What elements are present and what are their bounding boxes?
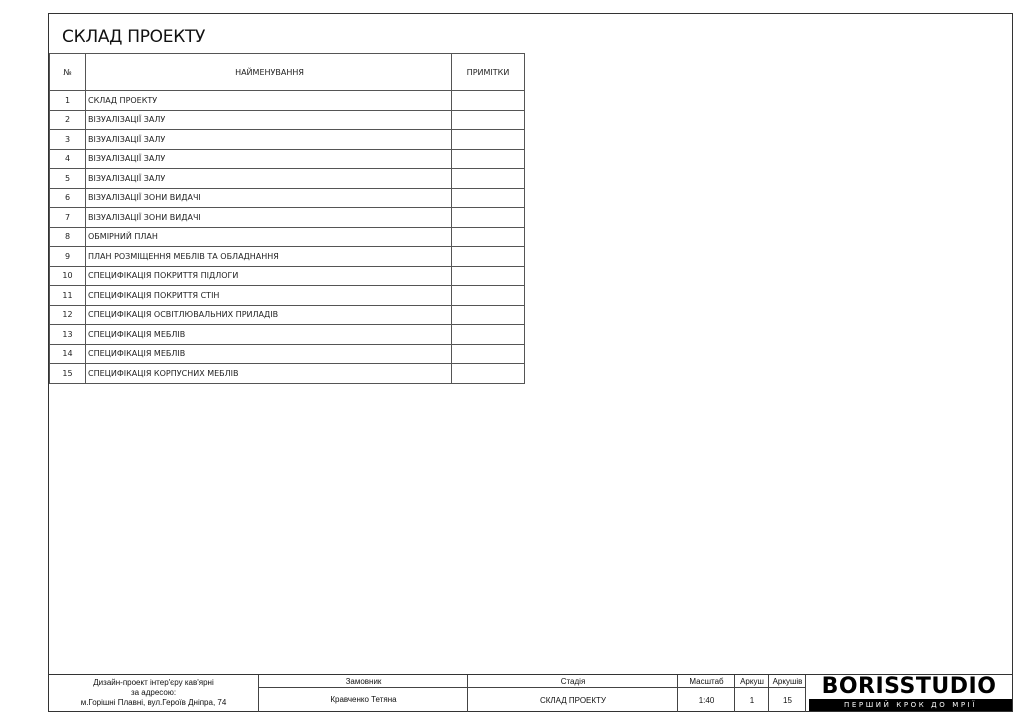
- row-note: [452, 325, 525, 345]
- row-note: [452, 149, 525, 169]
- row-name: ПЛАН РОЗМІЩЕННЯ МЕБЛІВ ТА ОБЛАДНАННЯ: [86, 247, 452, 267]
- row-number: 7: [50, 208, 86, 228]
- project-address: [49, 675, 259, 712]
- scale-value: 1:40: [698, 696, 715, 705]
- table-row: [50, 247, 525, 267]
- table-row: [50, 325, 525, 345]
- row-note: [452, 169, 525, 189]
- table-row: [50, 149, 525, 169]
- table-row: [50, 344, 525, 364]
- sheet-label: Аркуш: [740, 677, 764, 686]
- customer-label: Замовник: [345, 677, 382, 686]
- table-row: [50, 130, 525, 150]
- table-row: [50, 208, 525, 228]
- table-header-row: [50, 54, 525, 91]
- table-row: [50, 364, 525, 384]
- sheets-label: Аркушів: [772, 677, 803, 686]
- row-name: СПЕЦИФІКАЦІЯ ПОКРИТТЯ СТІН: [86, 286, 452, 306]
- row-name: СПЕЦИФІКАЦІЯ КОРПУСНИХ МЕБЛІВ: [86, 364, 452, 384]
- row-number: 8: [50, 227, 86, 247]
- row-name: ВІЗУАЛІЗАЦІЇ ЗОНИ ВИДАЧІ: [86, 208, 452, 228]
- row-note: [452, 305, 525, 325]
- title-block-divider: [259, 687, 806, 688]
- row-number: 5: [50, 169, 86, 189]
- header-number: №: [50, 54, 86, 91]
- table-row: [50, 305, 525, 325]
- row-name: ВІЗУАЛІЗАЦІЇ ЗАЛУ: [86, 110, 452, 130]
- row-number: 4: [50, 149, 86, 169]
- table-row: [50, 286, 525, 306]
- row-note: [452, 208, 525, 228]
- row-name: СПЕЦИФІКАЦІЯ ПОКРИТТЯ ПІДЛОГИ: [86, 266, 452, 286]
- scale-label: Масштаб: [689, 677, 724, 686]
- row-note: [452, 247, 525, 267]
- sheets-value: 15: [783, 696, 792, 705]
- row-number: 3: [50, 130, 86, 150]
- row-name: ВІЗУАЛІЗАЦІЇ ЗОНИ ВИДАЧІ: [86, 188, 452, 208]
- stage-value: СКЛАД ПРОЕКТУ: [539, 696, 607, 705]
- row-note: [452, 227, 525, 247]
- stage-label: Стадія: [560, 677, 586, 686]
- row-name: СПЕЦИФІКАЦІЯ МЕБЛІВ: [86, 344, 452, 364]
- header-name: НАЙМЕНУВАННЯ: [86, 54, 452, 91]
- studio-logo: [806, 675, 1012, 712]
- row-note: [452, 364, 525, 384]
- row-number: 6: [50, 188, 86, 208]
- row-number: 15: [50, 364, 86, 384]
- row-number: 10: [50, 266, 86, 286]
- sheet-value: 1: [749, 696, 755, 705]
- row-name: ВІЗУАЛІЗАЦІЇ ЗАЛУ: [86, 169, 452, 189]
- row-number: 9: [50, 247, 86, 267]
- contents-table: [49, 53, 525, 384]
- row-note: [452, 188, 525, 208]
- address-line-2: за адресою:: [130, 688, 177, 697]
- table-row: [50, 169, 525, 189]
- row-name: ВІЗУАЛІЗАЦІЇ ЗАЛУ: [86, 149, 452, 169]
- logo-wordmark: BORISSTUDIO: [821, 674, 997, 699]
- address-line-3: м.Горішні Плавні, вул.Героїв Дніпра, 74: [80, 698, 227, 707]
- row-note: [452, 266, 525, 286]
- row-name: СКЛАД ПРОЕКТУ: [86, 91, 452, 111]
- row-name: СПЕЦИФІКАЦІЯ МЕБЛІВ: [86, 325, 452, 345]
- customer-value: Кравченко Тетяна: [330, 695, 397, 704]
- table-row: [50, 110, 525, 130]
- row-note: [452, 91, 525, 111]
- table-row: [50, 266, 525, 286]
- row-name: ВІЗУАЛІЗАЦІЇ ЗАЛУ: [86, 130, 452, 150]
- logo-tagline: ПЕРШИЙ КРОК ДО МРІЇ: [809, 699, 1012, 711]
- row-number: 14: [50, 344, 86, 364]
- row-name: СПЕЦИФІКАЦІЯ ОСВІТЛЮВАЛЬНИХ ПРИЛАДІВ: [86, 305, 452, 325]
- row-note: [452, 110, 525, 130]
- row-note: [452, 130, 525, 150]
- row-note: [452, 286, 525, 306]
- table-row: [50, 91, 525, 111]
- row-number: 1: [50, 91, 86, 111]
- row-name: ОБМІРНИЙ ПЛАН: [86, 227, 452, 247]
- table-row: [50, 227, 525, 247]
- row-number: 11: [50, 286, 86, 306]
- header-notes: ПРИМІТКИ: [452, 54, 525, 91]
- row-number: 12: [50, 305, 86, 325]
- page-title: СКЛАД ПРОЕКТУ: [62, 27, 206, 47]
- row-number: 13: [50, 325, 86, 345]
- table-row: [50, 188, 525, 208]
- address-line-1: Дизайн-проект інтер'єру кав'ярні: [93, 678, 214, 687]
- row-note: [452, 344, 525, 364]
- row-number: 2: [50, 110, 86, 130]
